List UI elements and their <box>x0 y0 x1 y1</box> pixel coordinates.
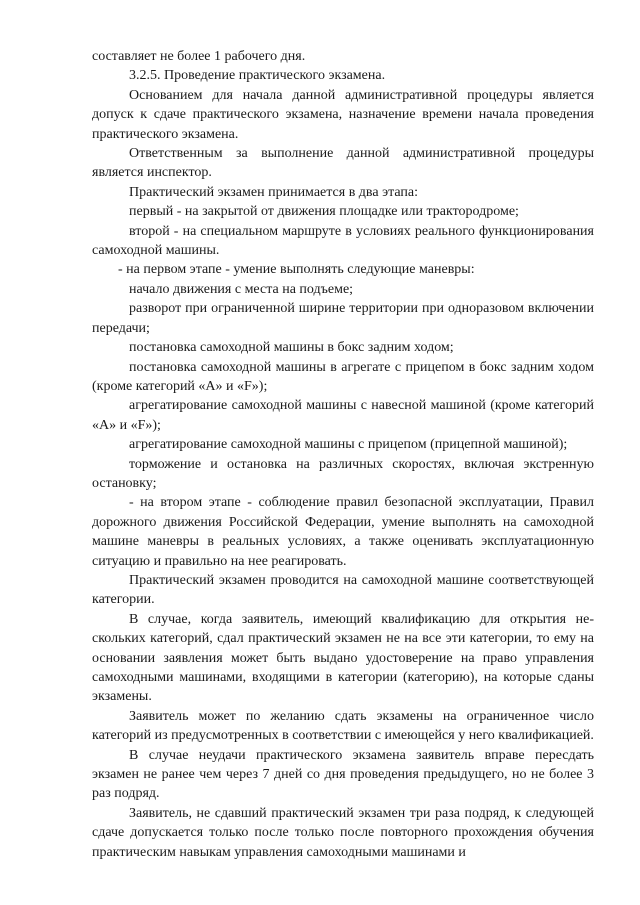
paragraph: В случае, когда заявитель, имеющий квалификацию для открытия нескольких категорий, сдал практический экзамен не на все эти категории, то ему на основании заявления может быть выдано удостоверение на право управления самоходными машинами, входящими в категории (категорию), на которые сданы экзамены. <box>92 611 594 705</box>
list-item: агрегатирование самоходной машины с прицепом (прицепной машиной); <box>129 437 568 453</box>
list-item: первый - на закрытой от движения площадке или трактородроме; <box>129 204 519 220</box>
paragraph: В случае неудачи практического экзамена заявитель вправе пересдать экзамен не ранее чем через 7 дней со дня проведения предыдущего, но не более 3 раз подряд. <box>92 747 594 802</box>
paragraph: Заявитель может по желанию сдать экзамены на ограниченное число категорий из предусмотренных в соответствии с имеющейся у него квалификацией. <box>92 708 594 744</box>
paragraph: - на втором этапе - соблюдение правил безопасной эксплуатации, Правил дорожного движения Российской Федерации, умение выполнять на самоходной машине маневры в реальных условиях, а также оценивать эксплуатационную ситуацию и правильно на нее реагировать. <box>92 495 594 569</box>
paragraph: Основанием для начала данной административной процедуры является допуск к сдаче практического экзамена, назначение времени начала проведения практического экзамена. <box>92 87 594 142</box>
paragraph: - на первом этапе - умение выполнять следующие маневры: <box>118 262 475 278</box>
document-page <box>92 47 594 862</box>
list-item: начало движения с места на подъеме; <box>129 281 354 297</box>
list-item: постановка самоходной машины в агрегате с прицепом в бокс задним ходом (кроме категорий «А» и «F»); <box>92 359 594 394</box>
paragraph-continuation: составляет не более 1 рабочего дня. <box>92 49 306 64</box>
list-item: агрегатирование самоходной машины с навесной машиной (кроме категорий «А» и «F»); <box>92 398 594 433</box>
paragraph: Практический экзамен принимается в два этапа: <box>129 184 418 200</box>
section-heading: 3.2.5. Проведение практического экзамена. <box>129 68 386 84</box>
list-item: разворот при ограниченной ширине территории при одноразовом включении передачи; <box>92 301 594 336</box>
list-item: второй - на специальном маршруте в условиях реального функционирования самоходной машины. <box>92 223 594 259</box>
paragraph: Ответственным за выполнение данной административной процедуры является инспектор. <box>92 146 594 181</box>
list-item: постановка самоходной машины в бокс задним ходом; <box>129 340 454 356</box>
paragraph: Заявитель, не сдавший практический экзамен три раза подряд, к следующей сдаче допускается только после только после повторного прохождения обучения практическим навыкам управления самоходными машинами и <box>92 805 594 860</box>
list-item: торможение и остановка на различных скоростях, включая экстренную остановку; <box>92 456 594 491</box>
paragraph: Практический экзамен проводится на самоходной машине соответствующей категории. <box>92 572 594 608</box>
